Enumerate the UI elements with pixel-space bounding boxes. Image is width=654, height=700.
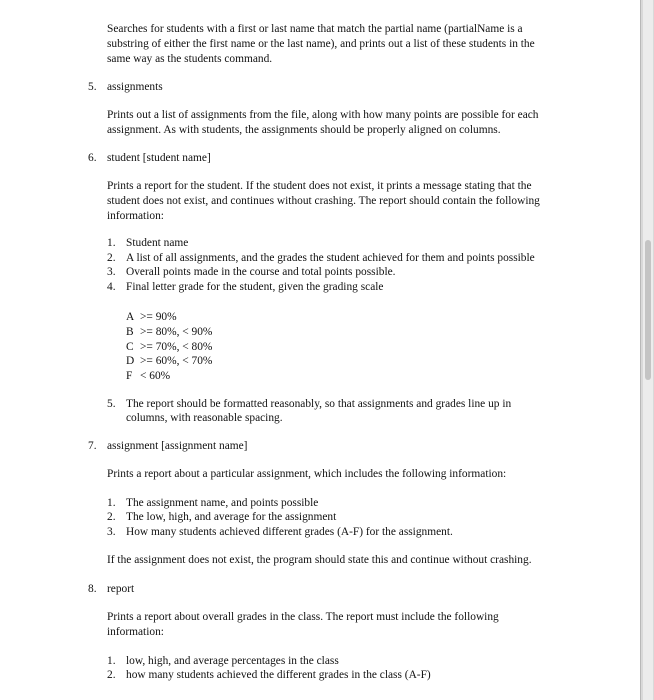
- description-line: Prints out a list of assignments from the file, along with how many points are possible for each: [107, 109, 539, 121]
- list-number: 5.: [107, 398, 116, 410]
- description-line: assignment. As with students, the assignments should be properly aligned on columns.: [107, 124, 501, 136]
- scale-grade: B: [126, 326, 134, 338]
- description-line: Prints a report about overall grades in the class. The report must include the following: [107, 611, 499, 623]
- list-item: low, high, and average percentages in the class: [126, 655, 339, 667]
- list-number: 3.: [107, 266, 116, 278]
- list-item: How many students achieved different grades (A-F) for the assignment.: [126, 526, 453, 538]
- item-number: 8.: [88, 583, 97, 595]
- intro-line: Searches for students with a first or last name that match the partial name (partialName is a: [107, 23, 523, 35]
- list-number: 2.: [107, 669, 116, 681]
- list-item: The low, high, and average for the assignment: [126, 511, 337, 523]
- list-number: 2.: [107, 252, 116, 264]
- scale-range: >= 60%, < 70%: [140, 355, 213, 367]
- list-item: The report should be formatted reasonably, so that assignments and grades line up in: [126, 398, 512, 410]
- scale-range: >= 90%: [140, 311, 177, 323]
- intro-line: substring of either the first name or the last name), and prints out a list of these students in the: [107, 38, 535, 50]
- command-heading: student [student name]: [107, 152, 211, 164]
- scale-range: >= 80%, < 90%: [140, 326, 213, 338]
- item-number: 7.: [88, 440, 97, 452]
- description-line: Prints a report about a particular assignment, which includes the following information:: [107, 468, 507, 480]
- description-line: If the assignment does not exist, the program should state this and continue without crashing.: [107, 554, 532, 566]
- description-line: student does not exist, and continues without crashing. The report should contain the following: [107, 195, 540, 207]
- list-item: The assignment name, and points possible: [126, 497, 319, 509]
- list-item: Final letter grade for the student, given the grading scale: [126, 281, 384, 293]
- list-number: 1.: [107, 497, 116, 509]
- description-line: information:: [107, 626, 164, 638]
- scale-range: >= 70%, < 80%: [140, 341, 213, 353]
- command-heading: assignments: [107, 81, 163, 93]
- item-number: 5.: [88, 81, 97, 93]
- command-heading: assignment [assignment name]: [107, 440, 248, 452]
- list-number: 3.: [107, 526, 116, 538]
- list-number: 1.: [107, 237, 116, 249]
- scale-grade: D: [126, 355, 135, 367]
- list-number: 4.: [107, 281, 116, 293]
- list-item: Student name: [126, 237, 189, 249]
- list-number: 1.: [107, 655, 116, 667]
- list-item: A list of all assignments, and the grades the student achieved for them and points possible: [126, 252, 535, 264]
- description-line: Prints a report for the student. If the student does not exist, it prints a message stating that the: [107, 180, 532, 192]
- list-item: how many students achieved the different grades in the class (A-F): [126, 669, 431, 681]
- list-item: columns, with reasonable spacing.: [126, 412, 283, 424]
- scale-range: < 60%: [140, 370, 171, 382]
- intro-line: same way as the students command.: [107, 53, 273, 65]
- list-item: Overall points made in the course and total points possible.: [126, 266, 396, 278]
- scale-grade: C: [126, 341, 134, 353]
- description-line: information:: [107, 210, 164, 222]
- command-heading: report: [107, 583, 135, 595]
- list-number: 2.: [107, 511, 116, 523]
- item-number: 6.: [88, 152, 97, 164]
- vertical-scrollbar[interactable]: [643, 0, 653, 700]
- scale-grade: F: [126, 370, 133, 382]
- scrollbar-thumb[interactable]: [645, 240, 651, 380]
- scale-grade: A: [126, 311, 135, 323]
